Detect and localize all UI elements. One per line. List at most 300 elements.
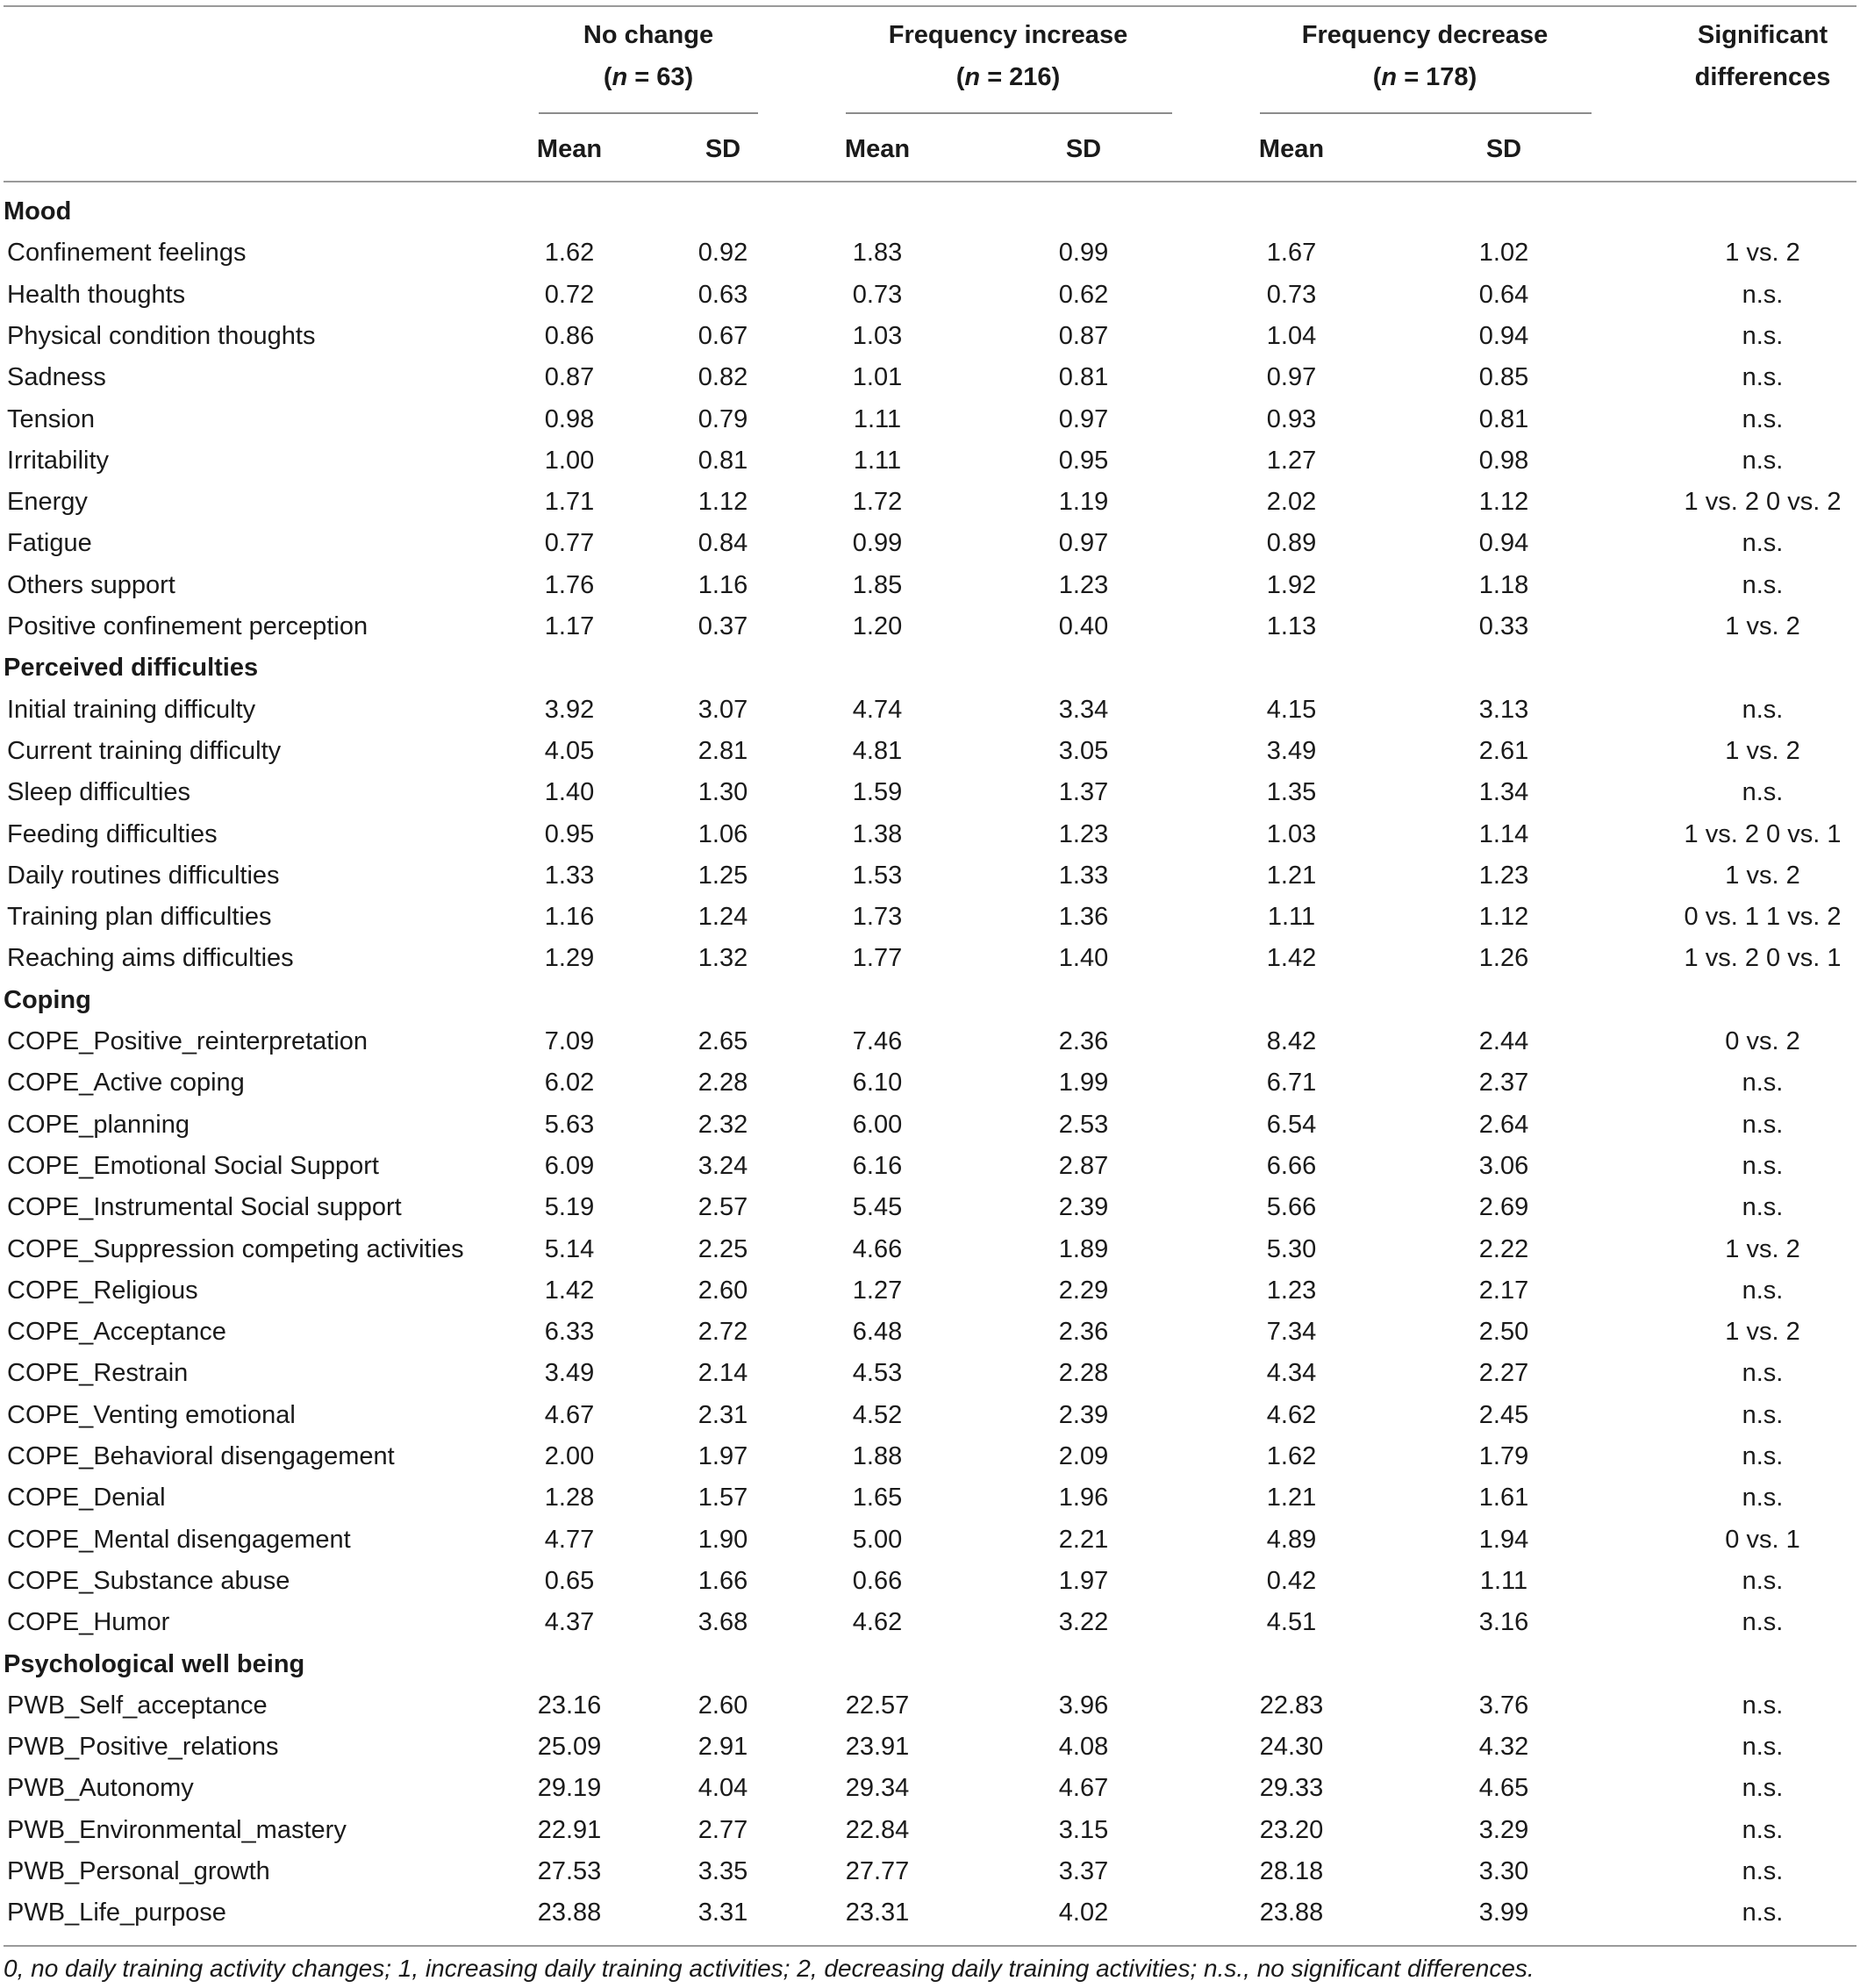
mean-cell: 0.99 <box>852 529 903 558</box>
sd-cell: 0.99 <box>1058 239 1109 268</box>
row-label: Confinement feelings <box>7 239 247 268</box>
sd-cell: 2.37 <box>1478 1069 1529 1098</box>
significance-cell: 0 vs. 1 <box>1725 1525 1800 1554</box>
mean-cell: 1.29 <box>544 944 595 973</box>
table-row <box>4 1062 1856 1104</box>
table-row <box>4 814 1856 855</box>
row-label: PWB_Self_acceptance <box>7 1691 268 1720</box>
sub-header-mean: Mean <box>1258 135 1325 163</box>
mean-cell: 1.85 <box>852 570 903 599</box>
sd-cell: 0.84 <box>698 529 748 558</box>
mean-cell: 1.76 <box>544 570 595 599</box>
significance-cell: 0 vs. 1 1 vs. 2 <box>1684 903 1842 932</box>
mean-cell: 3.92 <box>544 695 595 724</box>
sd-cell: 1.23 <box>1058 819 1109 848</box>
sd-cell: 2.27 <box>1478 1359 1529 1388</box>
significance-cell: n.s. <box>1742 1899 1784 1927</box>
sig-header: Significant differences <box>1694 21 1831 91</box>
mean-cell: 6.66 <box>1266 1151 1317 1180</box>
table-row <box>4 731 1856 772</box>
significance-cell: 1 vs. 2 <box>1725 1318 1800 1347</box>
mean-cell: 7.34 <box>1266 1318 1317 1347</box>
row-label: Initial training difficulty <box>7 695 256 724</box>
mean-cell: 0.97 <box>1266 363 1317 392</box>
sd-cell: 3.29 <box>1478 1815 1529 1844</box>
section-header-row <box>4 980 1856 1021</box>
sd-cell: 0.40 <box>1058 612 1109 640</box>
row-label: Others support <box>7 570 175 599</box>
sd-cell: 2.29 <box>1058 1276 1109 1305</box>
mean-cell: 23.88 <box>1259 1899 1324 1927</box>
group-title: Frequency increase <box>888 21 1128 49</box>
significance-cell: n.s. <box>1742 1774 1784 1803</box>
sd-cell: 3.15 <box>1058 1815 1109 1844</box>
mean-cell: 1.83 <box>852 239 903 268</box>
table-row <box>4 1436 1856 1477</box>
mean-cell: 1.27 <box>1266 446 1317 475</box>
section-label: Mood <box>4 197 72 225</box>
sd-cell: 0.81 <box>698 446 748 475</box>
mean-cell: 4.67 <box>544 1400 595 1429</box>
sd-cell: 1.18 <box>1478 570 1529 599</box>
mean-cell: 1.23 <box>1266 1276 1317 1305</box>
mean-cell: 6.48 <box>852 1318 903 1347</box>
mean-cell: 5.30 <box>1266 1234 1317 1263</box>
sd-cell: 2.60 <box>698 1276 748 1305</box>
row-label: Positive confinement perception <box>7 612 368 640</box>
row-label: COPE_Denial <box>7 1484 166 1512</box>
mean-cell: 1.27 <box>852 1276 903 1305</box>
mean-cell: 4.34 <box>1266 1359 1317 1388</box>
section-label: Perceived difficulties <box>4 654 259 683</box>
mean-cell: 0.65 <box>544 1566 595 1595</box>
mean-cell: 22.83 <box>1259 1691 1324 1720</box>
sd-cell: 1.25 <box>698 861 748 890</box>
sd-cell: 2.50 <box>1478 1318 1529 1347</box>
mean-cell: 23.16 <box>537 1691 602 1720</box>
significance-cell: n.s. <box>1742 446 1784 475</box>
sd-cell: 2.53 <box>1058 1110 1109 1139</box>
mean-cell: 4.81 <box>852 736 903 765</box>
mean-cell: 1.03 <box>852 321 903 350</box>
sd-cell: 0.81 <box>1058 363 1109 392</box>
row-label: COPE_Suppression competing activities <box>7 1234 464 1263</box>
mean-cell: 1.65 <box>852 1484 903 1512</box>
table-row <box>4 690 1856 731</box>
mean-cell: 5.66 <box>1266 1193 1317 1222</box>
sd-cell: 2.77 <box>698 1815 748 1844</box>
mean-cell: 1.62 <box>1266 1442 1317 1470</box>
sd-cell: 1.57 <box>698 1484 748 1512</box>
row-label: Current training difficulty <box>7 736 282 765</box>
row-label: PWB_Life_purpose <box>7 1899 226 1927</box>
sd-cell: 2.39 <box>1058 1193 1109 1222</box>
sd-cell: 2.25 <box>698 1234 748 1263</box>
section-label: Coping <box>4 985 91 1014</box>
mean-cell: 1.21 <box>1266 861 1317 890</box>
significance-cell: 1 vs. 2 <box>1725 1234 1800 1263</box>
sd-cell: 1.30 <box>698 778 748 807</box>
sub-header-sd: SD <box>705 135 741 163</box>
mean-cell: 1.00 <box>544 446 595 475</box>
row-label: PWB_Autonomy <box>7 1774 194 1803</box>
row-label: Training plan difficulties <box>7 903 272 932</box>
sd-cell: 1.02 <box>1478 239 1529 268</box>
sd-cell: 3.99 <box>1478 1899 1529 1927</box>
mean-cell: 0.42 <box>1266 1566 1317 1595</box>
mean-cell: 1.11 <box>853 446 902 475</box>
row-label: Physical condition thoughts <box>7 321 316 350</box>
mean-cell: 4.74 <box>852 695 903 724</box>
significance-cell: n.s. <box>1742 570 1784 599</box>
table-row <box>4 482 1856 523</box>
mean-cell: 0.87 <box>544 363 595 392</box>
mean-cell: 1.20 <box>852 612 903 640</box>
mean-cell: 22.91 <box>537 1815 602 1844</box>
sd-cell: 1.61 <box>1478 1484 1529 1512</box>
table-row <box>4 1561 1856 1602</box>
mean-cell: 0.73 <box>1266 280 1317 309</box>
mean-cell: 0.98 <box>544 404 595 433</box>
table-row <box>4 1727 1856 1768</box>
row-label: COPE_Venting emotional <box>7 1400 296 1429</box>
sd-cell: 1.36 <box>1058 903 1109 932</box>
mean-cell: 0.77 <box>544 529 595 558</box>
mean-cell: 1.38 <box>852 819 903 848</box>
sd-cell: 0.67 <box>698 321 748 350</box>
header-rule <box>4 181 1856 182</box>
sd-cell: 0.87 <box>1058 321 1109 350</box>
significance-cell: n.s. <box>1742 404 1784 433</box>
mean-cell: 0.89 <box>1266 529 1317 558</box>
sd-cell: 2.09 <box>1058 1442 1109 1470</box>
row-label: COPE_Mental disengagement <box>7 1525 351 1554</box>
table-row <box>4 938 1856 979</box>
group-rule-frequency-decrease <box>1260 112 1592 114</box>
mean-cell: 4.89 <box>1266 1525 1317 1554</box>
row-label: COPE_planning <box>7 1110 190 1139</box>
sd-cell: 0.37 <box>698 612 748 640</box>
sub-header-sd: SD <box>1485 135 1522 163</box>
sd-cell: 4.65 <box>1478 1774 1529 1803</box>
sd-cell: 1.23 <box>1478 861 1529 890</box>
row-label: COPE_Behavioral disengagement <box>7 1442 395 1470</box>
table-row <box>4 1021 1856 1062</box>
mean-cell: 0.93 <box>1266 404 1317 433</box>
mean-cell: 29.19 <box>537 1774 602 1803</box>
sd-cell: 3.07 <box>698 695 748 724</box>
sd-cell: 0.62 <box>1058 280 1109 309</box>
significance-cell: 1 vs. 2 <box>1725 736 1800 765</box>
mean-cell: 7.09 <box>544 1027 595 1055</box>
significance-cell: 1 vs. 2 0 vs. 1 <box>1684 819 1842 848</box>
sub-header-mean: Mean <box>844 135 911 163</box>
sd-cell: 3.37 <box>1058 1857 1109 1885</box>
row-label: Energy <box>7 488 88 517</box>
table-row <box>4 1602 1856 1643</box>
section-header-row <box>4 1644 1856 1685</box>
sd-cell: 1.34 <box>1478 778 1529 807</box>
significance-cell: n.s. <box>1742 1815 1784 1844</box>
table-row <box>4 855 1856 897</box>
sd-cell: 1.26 <box>1478 944 1529 973</box>
row-label: Sleep difficulties <box>7 778 191 807</box>
mean-cell: 1.42 <box>544 1276 595 1305</box>
mean-cell: 1.17 <box>544 612 595 640</box>
mean-cell: 27.77 <box>845 1857 910 1885</box>
sd-cell: 1.66 <box>698 1566 748 1595</box>
mean-cell: 1.33 <box>544 861 595 890</box>
sd-cell: 3.96 <box>1058 1691 1109 1720</box>
significance-cell: 1 vs. 2 <box>1725 239 1800 268</box>
mean-cell: 4.62 <box>852 1608 903 1637</box>
mean-cell: 4.77 <box>544 1525 595 1554</box>
mean-cell: 6.00 <box>852 1110 903 1139</box>
mean-cell: 7.46 <box>852 1027 903 1055</box>
significance-cell: n.s. <box>1742 1151 1784 1180</box>
mean-cell: 4.51 <box>1266 1608 1317 1637</box>
sd-cell: 3.05 <box>1058 736 1109 765</box>
significance-cell: n.s. <box>1742 778 1784 807</box>
table-row <box>4 1892 1856 1934</box>
table-row <box>4 232 1856 274</box>
sd-cell: 1.89 <box>1058 1234 1109 1263</box>
sd-cell: 1.06 <box>698 819 748 848</box>
table-row <box>4 1810 1856 1851</box>
sd-cell: 1.14 <box>1478 819 1529 848</box>
table-row <box>4 1395 1856 1436</box>
table-row <box>4 1229 1856 1270</box>
group-n: (n = 216) <box>955 63 1061 91</box>
significance-cell: n.s. <box>1742 1400 1784 1429</box>
mean-cell: 23.31 <box>845 1899 910 1927</box>
mean-cell: 4.05 <box>544 736 595 765</box>
mean-cell: 1.35 <box>1266 778 1317 807</box>
sd-cell: 3.76 <box>1478 1691 1529 1720</box>
group-n: (n = 178) <box>1372 63 1477 91</box>
sd-cell: 0.94 <box>1478 321 1529 350</box>
mean-cell: 6.54 <box>1266 1110 1317 1139</box>
mean-cell: 0.86 <box>544 321 595 350</box>
significance-cell: n.s. <box>1742 1608 1784 1637</box>
significance-cell: n.s. <box>1742 1691 1784 1720</box>
significance-cell: n.s. <box>1742 1276 1784 1305</box>
sd-cell: 2.28 <box>698 1069 748 1098</box>
sub-header-mean: Mean <box>536 135 603 163</box>
table-row <box>4 440 1856 482</box>
mean-cell: 22.84 <box>845 1815 910 1844</box>
table-row <box>4 1312 1856 1353</box>
mean-cell: 1.01 <box>852 363 903 392</box>
mean-cell: 22.57 <box>845 1691 910 1720</box>
sd-cell: 1.79 <box>1478 1442 1529 1470</box>
sd-cell: 1.12 <box>1478 903 1529 932</box>
table-row <box>4 1768 1856 1809</box>
mean-cell: 29.33 <box>1259 1774 1324 1803</box>
mean-cell: 1.21 <box>1266 1484 1317 1512</box>
sd-cell: 2.61 <box>1478 736 1529 765</box>
row-label: Tension <box>7 404 95 433</box>
row-label: Fatigue <box>7 529 92 558</box>
sd-cell: 1.96 <box>1058 1484 1109 1512</box>
mean-cell: 4.52 <box>852 1400 903 1429</box>
sub-header-sd: SD <box>1065 135 1102 163</box>
top-rule <box>4 5 1856 7</box>
mean-cell: 1.53 <box>852 861 903 890</box>
mean-cell: 1.62 <box>544 239 595 268</box>
table-row <box>4 1187 1856 1228</box>
sd-cell: 2.57 <box>698 1193 748 1222</box>
mean-cell: 23.88 <box>537 1899 602 1927</box>
mean-cell: 24.30 <box>1259 1733 1324 1762</box>
mean-cell: 1.59 <box>852 778 903 807</box>
mean-cell: 1.11 <box>1267 903 1316 932</box>
mean-cell: 1.03 <box>1266 819 1317 848</box>
group-n: (n = 63) <box>603 63 694 91</box>
row-label: Health thoughts <box>7 280 186 309</box>
table-row <box>4 275 1856 316</box>
significance-cell: n.s. <box>1742 1566 1784 1595</box>
mean-cell: 4.53 <box>852 1359 903 1388</box>
table-footnote: 0, no daily training activity changes; 1, increasing daily training activities; 2, decreasing daily training activities; n.s., no significant differences. <box>4 1955 1534 1982</box>
significance-cell: n.s. <box>1742 1442 1784 1470</box>
row-label: COPE_Instrumental Social support <box>7 1193 402 1222</box>
significance-cell: n.s. <box>1742 280 1784 309</box>
row-label: Daily routines difficulties <box>7 861 280 890</box>
mean-cell: 1.77 <box>852 944 903 973</box>
table-row <box>4 1685 1856 1727</box>
sd-cell: 2.72 <box>698 1318 748 1347</box>
sd-cell: 0.64 <box>1478 280 1529 309</box>
sd-cell: 1.99 <box>1058 1069 1109 1098</box>
row-label: Feeding difficulties <box>7 819 218 848</box>
sd-cell: 1.16 <box>698 570 748 599</box>
row-label: PWB_Positive_relations <box>7 1733 279 1762</box>
significance-cell: n.s. <box>1742 363 1784 392</box>
sd-cell: 3.30 <box>1478 1857 1529 1885</box>
significance-cell: n.s. <box>1742 1359 1784 1388</box>
mean-cell: 2.00 <box>544 1442 595 1470</box>
section-label: Psychological well being <box>4 1649 305 1678</box>
mean-cell: 1.73 <box>852 903 903 932</box>
sd-cell: 0.92 <box>698 239 748 268</box>
sd-cell: 2.44 <box>1478 1027 1529 1055</box>
group-title: Frequency decrease <box>1301 21 1549 49</box>
mean-cell: 5.19 <box>544 1193 595 1222</box>
mean-cell: 1.04 <box>1266 321 1317 350</box>
mean-cell: 5.14 <box>544 1234 595 1263</box>
table-row <box>4 1477 1856 1519</box>
mean-cell: 6.10 <box>852 1069 903 1098</box>
mean-cell: 25.09 <box>537 1733 602 1762</box>
row-label: COPE_Religious <box>7 1276 198 1305</box>
sd-cell: 0.97 <box>1058 404 1109 433</box>
significance-cell: 1 vs. 2 <box>1725 612 1800 640</box>
sd-cell: 1.12 <box>698 488 748 517</box>
mean-cell: 6.71 <box>1266 1069 1317 1098</box>
sd-cell: 3.24 <box>698 1151 748 1180</box>
sd-cell: 0.79 <box>698 404 748 433</box>
mean-cell: 29.34 <box>845 1774 910 1803</box>
table-row <box>4 357 1856 398</box>
mean-cell: 1.67 <box>1266 239 1317 268</box>
sd-cell: 4.02 <box>1058 1899 1109 1927</box>
sd-cell: 0.63 <box>698 280 748 309</box>
table-row <box>4 1146 1856 1187</box>
mean-cell: 4.66 <box>852 1234 903 1263</box>
sd-cell: 2.32 <box>698 1110 748 1139</box>
significance-cell: 1 vs. 2 0 vs. 1 <box>1684 944 1842 973</box>
table-row <box>4 897 1856 938</box>
sd-cell: 3.16 <box>1478 1608 1529 1637</box>
mean-cell: 23.20 <box>1259 1815 1324 1844</box>
mean-cell: 1.72 <box>852 488 903 517</box>
sd-cell: 2.36 <box>1058 1027 1109 1055</box>
sd-cell: 2.91 <box>698 1733 748 1762</box>
sd-cell: 1.40 <box>1058 944 1109 973</box>
sd-cell: 3.13 <box>1478 695 1529 724</box>
significance-cell: n.s. <box>1742 1069 1784 1098</box>
mean-cell: 4.15 <box>1266 695 1317 724</box>
table-row <box>4 565 1856 606</box>
mean-cell: 5.63 <box>544 1110 595 1139</box>
row-label: Reaching aims difficulties <box>7 944 294 973</box>
sd-cell: 1.94 <box>1478 1525 1529 1554</box>
mean-cell: 5.00 <box>852 1525 903 1554</box>
mean-cell: 1.71 <box>544 488 595 517</box>
mean-cell: 2.02 <box>1266 488 1317 517</box>
sd-cell: 2.17 <box>1478 1276 1529 1305</box>
sd-cell: 1.90 <box>698 1525 748 1554</box>
group-header-no-change <box>539 14 758 98</box>
row-label: COPE_Restrain <box>7 1359 189 1388</box>
section-header-row <box>4 191 1856 232</box>
sd-cell: 1.11 <box>1479 1566 1528 1595</box>
mean-cell: 1.92 <box>1266 570 1317 599</box>
sd-cell: 1.12 <box>1478 488 1529 517</box>
sd-cell: 0.85 <box>1478 363 1529 392</box>
sd-cell: 1.33 <box>1058 861 1109 890</box>
row-label: COPE_Positive_reinterpretation <box>7 1027 368 1055</box>
sd-cell: 1.19 <box>1058 488 1109 517</box>
sd-cell: 2.81 <box>698 736 748 765</box>
sd-cell: 3.34 <box>1058 695 1109 724</box>
sd-cell: 4.08 <box>1058 1733 1109 1762</box>
mean-cell: 23.91 <box>845 1733 910 1762</box>
sd-cell: 2.60 <box>698 1691 748 1720</box>
sd-cell: 3.35 <box>698 1857 748 1885</box>
mean-cell: 1.13 <box>1266 612 1317 640</box>
row-label: COPE_Active coping <box>7 1069 245 1098</box>
sd-cell: 1.24 <box>698 903 748 932</box>
significance-cell: 1 vs. 2 0 vs. 2 <box>1684 488 1842 517</box>
significance-cell: n.s. <box>1742 529 1784 558</box>
sd-cell: 0.95 <box>1058 446 1109 475</box>
sd-cell: 2.28 <box>1058 1359 1109 1388</box>
table-row <box>4 606 1856 647</box>
significance-cell: n.s. <box>1742 1857 1784 1885</box>
sd-cell: 2.14 <box>698 1359 748 1388</box>
significance-cell: n.s. <box>1742 1733 1784 1762</box>
sd-cell: 0.97 <box>1058 529 1109 558</box>
mean-cell: 4.62 <box>1266 1400 1317 1429</box>
significance-cell: 0 vs. 2 <box>1725 1027 1800 1055</box>
row-label: PWB_Personal_growth <box>7 1857 270 1885</box>
sd-cell: 3.06 <box>1478 1151 1529 1180</box>
sd-cell: 2.65 <box>698 1027 748 1055</box>
mean-cell: 28.18 <box>1259 1857 1324 1885</box>
section-header-row <box>4 647 1856 689</box>
